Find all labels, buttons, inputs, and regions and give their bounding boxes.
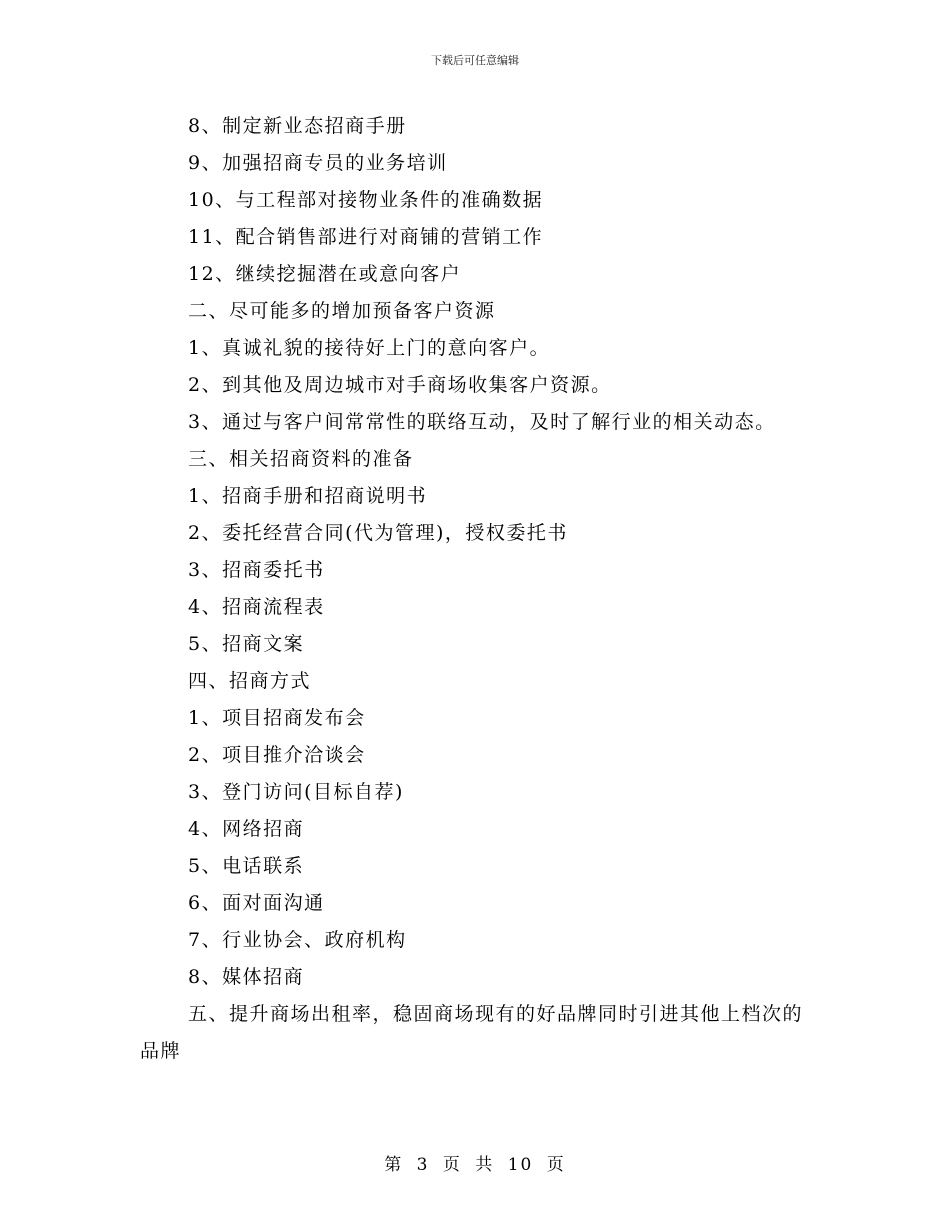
list-item: 3、招商委托书 [188, 559, 325, 581]
section-heading: 二、尽可能多的增加预备客户资源 [188, 300, 496, 322]
list-item: 8、制定新业态招商手册 [188, 115, 407, 137]
list-item: 4、网络招商 [188, 818, 305, 840]
list-item: 7、行业协会、政府机构 [188, 929, 407, 951]
list-item: 1、真诚礼貌的接待好上门的意向客户。 [188, 337, 551, 359]
document-body [140, 108, 805, 1070]
list-item: 2、到其他及周边城市对手商场收集客户资源。 [188, 374, 612, 396]
list-item: 1、招商手册和招商说明书 [188, 485, 428, 507]
list-item: 2、项目推介洽谈会 [188, 744, 366, 766]
list-item: 9、加强招商专员的业务培训 [188, 152, 448, 174]
list-item: 1、项目招商发布会 [188, 707, 366, 729]
list-item: 3、登门访问(目标自荐) [188, 781, 404, 803]
page-header-note: 下载后可任意编辑 [431, 54, 519, 67]
list-item: 11、配合销售部进行对商铺的营销工作 [188, 226, 544, 248]
list-item: 5、电话联系 [188, 855, 305, 877]
section-heading-paragraph: 五、提升商场出租率，稳固商场现有的好品牌同时引进其他上档次的品牌 [140, 1003, 804, 1062]
list-item: 5、招商文案 [188, 633, 305, 655]
section-heading: 四、招商方式 [188, 670, 312, 692]
list-item: 6、面对面沟通 [188, 892, 325, 914]
list-item: 4、招商流程表 [188, 596, 325, 618]
list-item: 12、继续挖掘潜在或意向客户 [188, 263, 462, 285]
list-item: 8、媒体招商 [188, 966, 305, 988]
page-number-footer: 第 3 页 共 10 页 [384, 1155, 566, 1175]
list-item: 3、通过与客户间常常性的联络互动，及时了解行业的相关动态。 [188, 411, 776, 433]
list-item: 2、委托经营合同(代为管理)，授权委托书 [188, 522, 568, 544]
list-item: 10、与工程部对接物业条件的准确数据 [188, 189, 544, 211]
section-heading: 三、相关招商资料的准备 [188, 448, 414, 470]
